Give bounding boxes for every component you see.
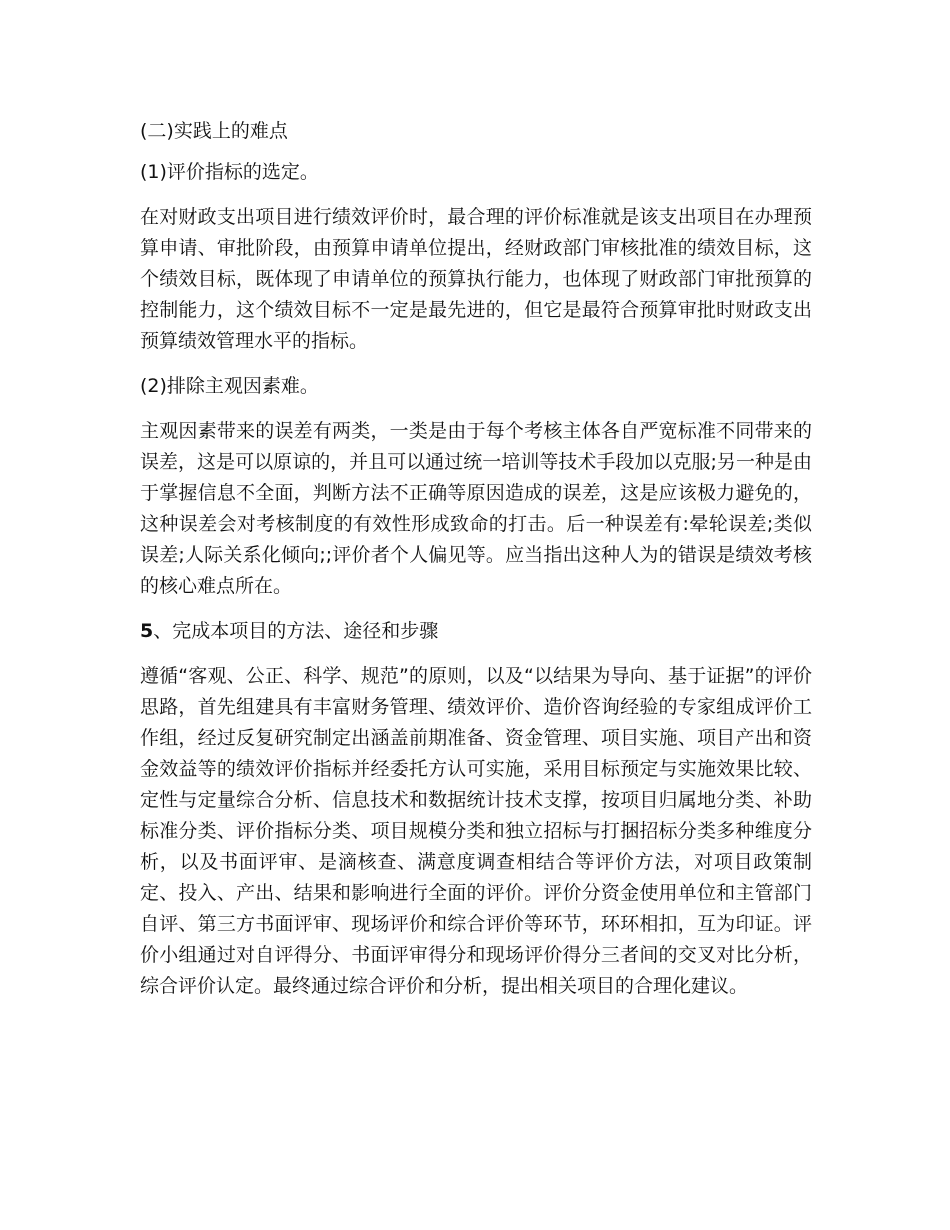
document-page: [140, 116, 812, 1002]
paragraph-3: 遵循“客观、公正、科学、规范”的原则，以及“以结果为导向、基于证据”的评价思路，首先组建具有丰富财务管理、绩效评价、造价咨询经验的专家组成评价工作组，经过反复研究制定出涵盖前期准备、资金管理、项目实施、项目产出和资金效益等的绩效评价指标并经委托方认可实施，采用目标预定与实施效果比较、定性与定量综合分析、信息技术和数据统计技术支撑，按项目归属地分类、补助标准分类、评价指标分类、项目规模分类和独立招标与打捆招标分类多种维度分析，以及书面评审、是滴核查、满意度调查相结合等评价方法，对项目政策制定、投入、产出、结果和影响进行全面的评价。评价分资金使用单位和主管部门自评、第三方书面评审、现场评价和综合评价等环节，环环相扣，互为印证。评价小组通过对自评得分、书面评审得分和现场评价得分三者间的交叉对比分析，综合评价认定。最终通过综合评价和分析，提出相关项目的合理化建议。: [140, 665, 812, 997]
subsection-title-1: (1)评价指标的选定。: [140, 161, 319, 183]
paragraph-2: 主观因素带来的误差有两类，一类是由于每个考核主体各自严宽标准不同带来的误差，这是可以原谅的，并且可以通过统一培训等技术手段加以克服;另一种是由于掌握信息不全面，判断方法不正确等原因造成的误差，这是应该极力避免的，这种误差会对考核制度的有效性形成致命的打击。后一种误差有:晕轮误差;类似误差;人际关系化倾向;;评价者个人偏见等。应当指出这种人为的错误是绩效考核的核心难点所在。: [140, 420, 812, 597]
section-5-heading: [140, 616, 812, 647]
section-5-number: 5: [140, 620, 154, 642]
section-5-title: 、完成本项目的方法、途径和步骤: [153, 620, 439, 642]
paragraph-1: 在对财政支出项目进行绩效评价时，最合理的评价标准就是该支出项目在办理预算申请、审批阶段，由预算申请单位提出，经财政部门审核批准的绩效目标，这个绩效目标，既体现了申请单位的预算执行能力，也体现了财政部门审批预算的控制能力，这个绩效目标不一定是最先进的，但它是最符合预算审批时财政支出预算绩效管理水平的指标。: [140, 206, 812, 352]
section-title: (二)实践上的难点: [140, 120, 288, 142]
subsection-title-2: (2)排除主观因素难。: [140, 375, 319, 397]
